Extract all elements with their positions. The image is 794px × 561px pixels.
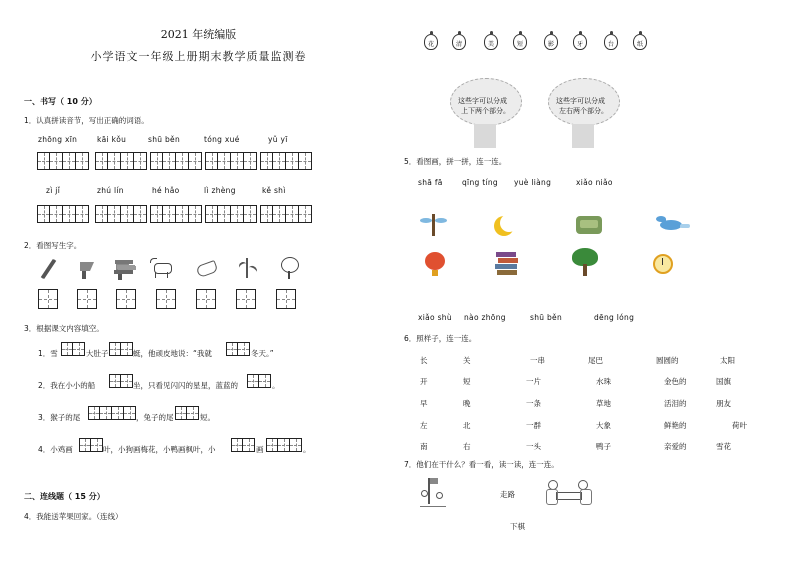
pinyin-2-2: zhú lín bbox=[97, 186, 124, 195]
write-grid-1-4[interactable] bbox=[205, 152, 257, 170]
write-grid-2-1[interactable] bbox=[37, 205, 89, 223]
sofa-icon bbox=[574, 212, 604, 238]
fill1-box3[interactable] bbox=[226, 342, 250, 356]
q6-cell: 活泪的 bbox=[664, 399, 687, 408]
flower-6: 牙 bbox=[573, 34, 587, 50]
flower-5: 影 bbox=[544, 34, 558, 50]
q7-word-2: 下棋 bbox=[510, 522, 525, 531]
q6-cell: 尾巴 bbox=[588, 356, 603, 365]
year-title: 2021 年统编版 bbox=[160, 28, 237, 41]
book-pile-icon bbox=[494, 250, 520, 276]
flower-3: 美 bbox=[484, 34, 498, 50]
fill2-c: 。 bbox=[272, 381, 280, 390]
pinyin-1-2: kāi kǒu bbox=[97, 135, 127, 144]
char-box-1[interactable] bbox=[38, 289, 58, 309]
q6-cell: 草地 bbox=[596, 399, 611, 408]
fill1-b: 大肚子 bbox=[86, 349, 109, 358]
fill1-d: 冬天。” bbox=[251, 349, 274, 358]
tree-icon bbox=[278, 256, 300, 280]
fill4-box1[interactable] bbox=[79, 438, 103, 452]
char-box-4[interactable] bbox=[156, 289, 176, 309]
q6-cell: 短 bbox=[463, 377, 471, 386]
flower-7: 台 bbox=[604, 34, 618, 50]
dragonfly-icon bbox=[420, 212, 446, 238]
fill2-box1[interactable] bbox=[109, 374, 133, 388]
small-tree-icon bbox=[570, 246, 600, 278]
flower-1: 花 bbox=[424, 34, 438, 50]
hand-icon bbox=[195, 258, 219, 278]
q6-cell: 金色的 bbox=[664, 377, 687, 386]
q6-cell: 开 bbox=[420, 377, 428, 386]
q6-text: 6．照样子，连一连。 bbox=[404, 334, 477, 343]
char-box-2[interactable] bbox=[77, 289, 97, 309]
q5-pinyin-bottom-1: xiǎo shù bbox=[418, 313, 452, 322]
char-box-7[interactable] bbox=[276, 289, 296, 309]
fill4-a: 4．小鸡画 bbox=[38, 445, 73, 454]
alarm-clock-icon bbox=[650, 250, 676, 276]
tree-left-line1: 这些字可以分成 bbox=[458, 97, 507, 105]
fill3-c: 短。 bbox=[200, 413, 215, 422]
moon-icon bbox=[492, 214, 516, 238]
fill4-box2[interactable] bbox=[231, 438, 255, 452]
tree-right-line2: 左右两个部分。 bbox=[559, 107, 608, 115]
tree-right-line1: 这些字可以分成 bbox=[556, 97, 605, 105]
write-grid-2-3[interactable] bbox=[150, 205, 202, 223]
q6-cell: 关 bbox=[463, 356, 471, 365]
q6-cell: 长 bbox=[420, 356, 428, 365]
q7-text: 7．他们在干什么？看一看，读一读，连一连。 bbox=[404, 460, 559, 469]
q6-cell: 亲爱的 bbox=[664, 442, 687, 451]
q6-cell: 一条 bbox=[526, 399, 541, 408]
knife-icon bbox=[76, 258, 98, 280]
q6-cell: 朋友 bbox=[716, 399, 731, 408]
pinyin-1-3: shū běn bbox=[148, 135, 181, 144]
q5-pinyin-top-3: yuè liàng bbox=[514, 178, 552, 187]
books-icon bbox=[114, 258, 136, 278]
q6-cell: 国旗 bbox=[716, 377, 731, 386]
fill3-a: 3．猴子的尾 bbox=[38, 413, 81, 422]
q6-cell: 水珠 bbox=[596, 377, 611, 386]
pinyin-1-1: zhōng xīn bbox=[38, 135, 78, 144]
exam-title: 小学语文一年级上册期末教学质量监测卷 bbox=[90, 50, 307, 63]
q5-pinyin-bottom-4: dēng lóng bbox=[594, 313, 635, 322]
lantern-icon bbox=[424, 248, 446, 278]
fill2-box2[interactable] bbox=[247, 374, 271, 388]
q5-pinyin-top-4: xiǎo niǎo bbox=[576, 178, 613, 187]
fill1-box1[interactable] bbox=[61, 342, 85, 356]
write-grid-1-5[interactable] bbox=[260, 152, 312, 170]
char-box-3[interactable] bbox=[116, 289, 136, 309]
q6-cell: 早 bbox=[420, 399, 428, 408]
q6-cell: 荷叶 bbox=[732, 421, 747, 430]
fill3-box1[interactable] bbox=[88, 406, 136, 420]
bamboo-icon bbox=[236, 256, 262, 280]
q6-cell: 一串 bbox=[530, 356, 545, 365]
write-grid-2-5[interactable] bbox=[260, 205, 312, 223]
q4-text: 4．我能送苹果回家。（连线） bbox=[24, 512, 123, 521]
q7-word-1: 走路 bbox=[500, 490, 515, 499]
fill1-a: 1．雪 bbox=[38, 349, 58, 358]
write-grid-2-4[interactable] bbox=[205, 205, 257, 223]
fill1-box2[interactable] bbox=[109, 342, 133, 356]
section2-title: 二、连线题（ 15 分） bbox=[24, 492, 105, 501]
write-grid-1-2[interactable] bbox=[95, 152, 147, 170]
q6-cell: 左 bbox=[420, 421, 428, 430]
q6-cell: 南 bbox=[420, 442, 428, 451]
fill4-d: 。 bbox=[303, 445, 311, 454]
walking-kids-icon bbox=[420, 478, 446, 510]
fill4-box3[interactable] bbox=[266, 438, 302, 452]
bird-icon bbox=[656, 214, 690, 234]
tree-right-trunk bbox=[572, 124, 594, 148]
q6-cell: 雪花 bbox=[716, 442, 731, 451]
fill2-a: 2．我在小小的船 bbox=[38, 381, 96, 390]
q6-cell: 鲜艳的 bbox=[664, 421, 687, 430]
fill4-c: 画 bbox=[256, 445, 264, 454]
pinyin-1-4: tóng xué bbox=[204, 135, 240, 144]
write-grid-1-3[interactable] bbox=[150, 152, 202, 170]
q6-cell: 北 bbox=[463, 421, 471, 430]
q6-cell: 一头 bbox=[526, 442, 541, 451]
char-box-6[interactable] bbox=[236, 289, 256, 309]
flower-4: 短 bbox=[513, 34, 527, 50]
tree-left-line2: 上下两个部分。 bbox=[461, 107, 510, 115]
fill4-b: 叶，小狗画梅花，小鸭画枫叶，小 bbox=[103, 445, 216, 454]
q5-pinyin-top-1: shā fā bbox=[418, 178, 443, 187]
fill3-box2[interactable] bbox=[175, 406, 199, 420]
flower-2: 清 bbox=[452, 34, 466, 50]
q6-cell: 一片 bbox=[526, 377, 541, 386]
pinyin-2-5: kě shì bbox=[262, 186, 286, 195]
chess-players-icon bbox=[544, 476, 592, 508]
flower-8: 纸 bbox=[633, 34, 647, 50]
q6-cell: 大象 bbox=[596, 421, 611, 430]
pinyin-2-4: lì zhèng bbox=[204, 186, 236, 195]
char-box-5[interactable] bbox=[196, 289, 216, 309]
q3-text: 3．根据课文内容填空。 bbox=[24, 324, 104, 333]
pinyin-1-5: yǔ yī bbox=[268, 135, 288, 144]
pinyin-2-1: zì jǐ bbox=[46, 186, 61, 195]
q6-cell: 晚 bbox=[463, 399, 471, 408]
section1-title: 一、书写（ 10 分） bbox=[24, 97, 97, 106]
fill2-b: 坐，只看见闪闪的星星，蓝蓝的 bbox=[133, 381, 238, 390]
q5-text: 5．看图画，拼一拼，连一连。 bbox=[404, 157, 507, 166]
cow-icon bbox=[150, 257, 176, 279]
q6-cell: 右 bbox=[463, 442, 471, 451]
fill3-b: ，兔子的尾 bbox=[136, 413, 174, 422]
q5-pinyin-bottom-3: shū běn bbox=[530, 313, 563, 322]
pencil-icon bbox=[40, 258, 58, 280]
q6-cell: 圆圆的 bbox=[656, 356, 679, 365]
fill1-c: 蜓，他顽皮地说：“我就 bbox=[133, 349, 212, 358]
q6-cell: 太阳 bbox=[720, 356, 735, 365]
q5-pinyin-bottom-2: nào zhōng bbox=[464, 313, 506, 322]
q6-cell: 一群 bbox=[526, 421, 541, 430]
q6-cell: 鸭子 bbox=[596, 442, 611, 451]
write-grid-2-2[interactable] bbox=[95, 205, 147, 223]
q2-text: 2．看图写生字。 bbox=[24, 241, 82, 250]
write-grid-1-1[interactable] bbox=[37, 152, 89, 170]
pinyin-2-3: hé hǎo bbox=[152, 186, 180, 195]
q1-text: 1．认真拼读音节，写出正确的词语。 bbox=[24, 116, 149, 125]
q5-pinyin-top-2: qīng tíng bbox=[462, 178, 498, 187]
tree-left-trunk bbox=[474, 124, 496, 148]
